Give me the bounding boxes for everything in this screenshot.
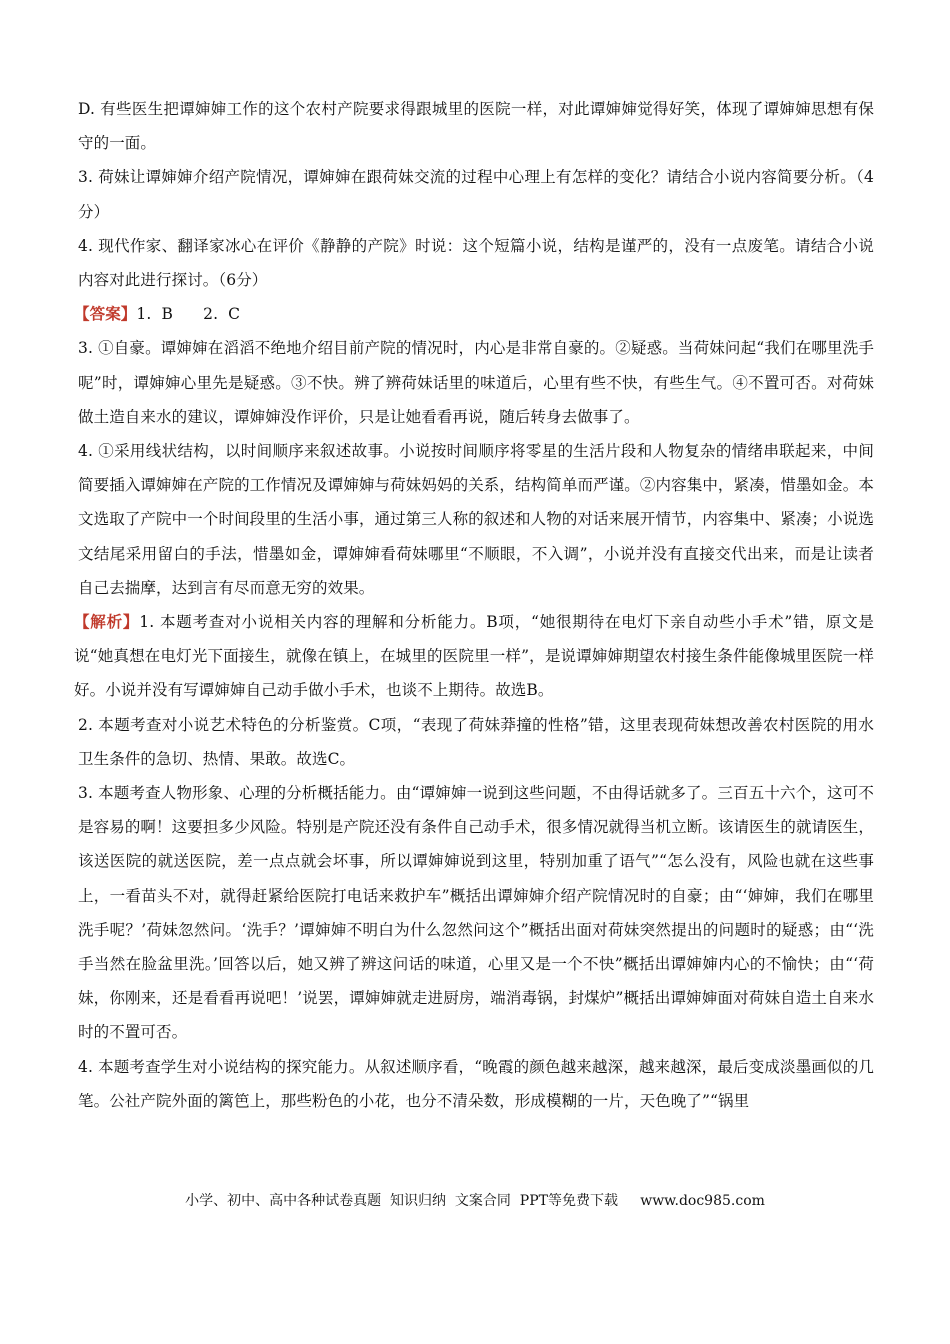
answer-4-paragraph	[78, 434, 874, 605]
analysis-4-paragraph	[78, 1050, 874, 1118]
paragraph-text: 4. 本题考查学生对小说结构的探究能力。从叙述顺序看，“晚霞的颜色越来越深，越来越深，最后变成淡墨画似的几笔。公社产院外面的篱笆上，那些粉色的小花，也分不清朵数，形成模糊的一片，天色晚了”“锅里	[78, 1057, 874, 1110]
paragraph-text: 1. B 2. C	[136, 305, 241, 324]
paragraph-text: 3. 荷妹让谭婶婶介绍产院情况，谭婶婶在跟荷妹交流的过程中心理上有怎样的变化？请结合小说内容简要分析。（4分）	[78, 168, 874, 221]
question-3-paragraph	[78, 160, 874, 228]
paragraph-text: D. 有些医生把谭婶婶工作的这个农村产院要求得跟城里的医院一样，对此谭婶婶觉得好笑，体现了谭婶婶思想有保守的一面。	[78, 100, 874, 153]
paragraph-text: 4. 现代作家、翻译家冰心在评价《静静的产院》时说：这个短篇小说，结构是谨严的，没有一点废笔。请结合小说内容对此进行探讨。（6分）	[78, 236, 874, 290]
analysis-3-paragraph	[78, 776, 874, 1050]
answer-3-paragraph	[78, 331, 874, 434]
analysis-paragraph	[74, 605, 874, 708]
analysis-tag: 【解析】	[74, 612, 140, 632]
answer-tag: 【答案】	[74, 304, 137, 324]
page-footer: 小学、初中、高中各种试卷真题 知识归纳 文案合同 PPT等免费下载 www.doc985.com	[185, 1193, 765, 1209]
paragraph-text: 1. 本题考查对小说相关内容的理解和分析能力。B项，“她很期待在电灯下亲自动些小手术”错，原文是说“她真想在电灯光下面接生，就像在镇上，在城里的医院里一样”，是说谭婶婶期望农村接生条件能像城里医院一样好。小说并没有写谭婶婶自己动手做小手术，也谈不上期待。故选B。	[74, 613, 874, 700]
paragraph-text: 4. ①采用线状结构，以时间顺序来叙述故事。小说按时间顺序将零星的生活片段和人物复杂的情绪串联起来，中间简要插入谭婶婶在产院的工作情况及谭婶婶与荷妹妈妈的关系，结构简单而严谨。②内容集中，紧凑，惜墨如金。本文选取了产院中一个时间段里的生活小事，通过第三人称的叙述和人物的对话来展开情节，内容集中、紧凑；小说选文结尾采用留白的手法，惜墨如金，谭婶婶看荷妹哪里“不顺眼，不入调”，小说并没有直接交代出来，而是让读者自己去揣摩，达到言有尽而意无穷的效果。	[78, 442, 874, 597]
answer-paragraph	[74, 297, 874, 331]
paragraph-text: 3. 本题考查人物形象、心理的分析概括能力。由“谭婶婶一说到这些问题，不由得话就多了。三百五十六个，这可不是容易的啊！这要担多少风险。特别是产院还没有条件自己动手术，很多情况就得当机立断。该请医生的就请医生，该送医院的就送医院，差一点点就会坏事，所以谭婶婶说到这里，特别加重了语气”“怎么没有，风险也就在这些事上，一看苗头不对，就得赶紧给医院打电话来救护车”概括出谭婶婶介绍产院情况时的自豪；由“‘婶婶，我们在哪里洗手呢？’荷妹忽然问。‘洗手？’谭婶婶不明白为什么忽然问这个”概括出面对荷妹突然提出的问题时的疑惑；由“‘洗手当然在脸盆里洗。’回答以后，她又辨了辨这问话的味道，心里又是一个不快”概括出谭婶婶内心的不愉快；由“‘荷妹，你刚来，还是看看再说吧！’说罢，谭婶婶就走进厨房，端消毒锅，封煤炉”概括出谭婶婶面对荷妹自造土自来水时的不置可否。	[78, 784, 874, 1042]
document-body	[74, 92, 874, 1118]
option-d-paragraph	[78, 92, 874, 160]
paragraph-text: 3. ①自豪。谭婶婶在滔滔不绝地介绍目前产院的情况时，内心是非常自豪的。②疑惑。当荷妹问起“我们在哪里洗手呢”时，谭婶婶心里先是疑惑。③不快。辨了辨荷妹话里的味道后，心里有些不快，有些生气。④不置可否。对荷妹做土造自来水的建议，谭婶婶没作评价，只是让她看看再说，随后转身去做事了。	[78, 339, 874, 426]
analysis-2-paragraph	[78, 708, 874, 776]
paragraph-text: 2. 本题考查对小说艺术特色的分析鉴赏。C项，“表现了荷妹莽撞的性格”错，这里表现荷妹想改善农村医院的用水卫生条件的急切、热情、果敢。故选C。	[78, 715, 874, 768]
question-4-paragraph	[78, 229, 874, 297]
